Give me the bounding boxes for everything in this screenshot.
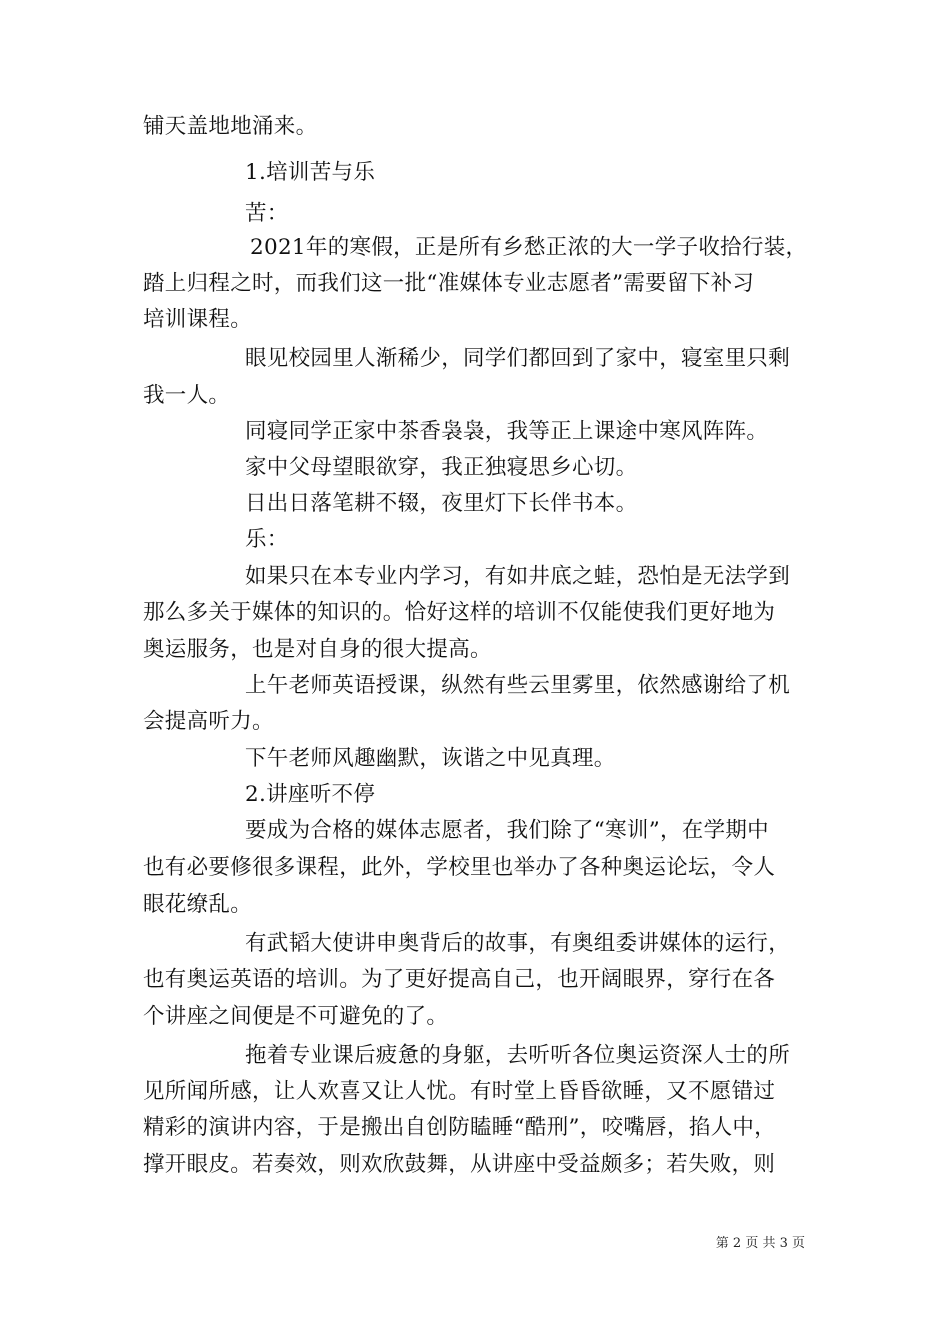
paragraph-line: 也有奥运英语的培训。为了更好提高自己，也开阔眼界，穿行在各 bbox=[143, 967, 776, 992]
paragraph-line: 乐： bbox=[245, 527, 289, 552]
paragraph-line: 那么多关于媒体的知识的。恰好这样的培训不仅能使我们更好地为 bbox=[143, 600, 776, 625]
paragraph-line: 个讲座之间便是不可避免的了。 bbox=[143, 1004, 449, 1029]
page-number-footer: 第 2 页 共 3 页 bbox=[715, 1236, 805, 1251]
paragraph-line: 撑开眼皮。若奏效，则欢欣鼓舞，从讲座中受益颇多；若失败，则 bbox=[143, 1152, 776, 1177]
paragraph-line: 眼见校园里人渐稀少，同学们都回到了家中，寝室里只剩 bbox=[245, 346, 791, 371]
paragraph-line: 上午老师英语授课，纵然有些云里雾里，依然感谢给了机 bbox=[245, 673, 791, 698]
paragraph-line: 也有必要修很多课程，此外，学校里也举办了各种奥运论坛，令人 bbox=[143, 855, 776, 880]
paragraph-line: 奥运服务，也是对自身的很大提高。 bbox=[143, 637, 492, 662]
paragraph-line: 培训课程。 bbox=[143, 307, 253, 332]
paragraph-line: 眼花缭乱。 bbox=[143, 892, 253, 917]
paragraph-line: 我一人。 bbox=[143, 383, 231, 408]
section-heading: 1.培训苦与乐 bbox=[245, 160, 376, 185]
paragraph-line: 苦： bbox=[245, 201, 289, 226]
paragraph-line: 2021年的寒假，正是所有乡愁正浓的大一学子收拾行装， bbox=[250, 235, 808, 260]
paragraph-line: 见所闻所感，让人欢喜又让人忧。有时堂上昏昏欲睡，又不愿错过 bbox=[143, 1079, 776, 1104]
paragraph-line: 踏上归程之时，而我们这一批“准媒体专业志愿者”需要留下补习 bbox=[143, 271, 755, 296]
paragraph-line: 有武韬大使讲申奥背后的故事，有奥组委讲媒体的运行， bbox=[245, 931, 791, 956]
paragraph-line: 同寝同学正家中茶香袅袅，我等正上课途中寒风阵阵。 bbox=[245, 419, 769, 444]
paragraph-line: 铺天盖地地涌来。 bbox=[143, 114, 318, 139]
paragraph-line: 家中父母望眼欲穿，我正独寝思乡心切。 bbox=[245, 455, 638, 480]
paragraph-line: 下午老师风趣幽默，诙谐之中见真理。 bbox=[245, 746, 616, 771]
section-heading: 2.讲座听不停 bbox=[245, 782, 376, 807]
paragraph-line: 精彩的演讲内容，于是搬出自创防瞌睡“酷刑”，咬嘴唇，掐人中， bbox=[143, 1115, 776, 1140]
paragraph-line: 要成为合格的媒体志愿者，我们除了“寒训”，在学期中 bbox=[245, 818, 769, 843]
paragraph-line: 会提高听力。 bbox=[143, 709, 274, 734]
paragraph-line: 如果只在本专业内学习，有如井底之蛙，恐怕是无法学到 bbox=[245, 564, 791, 589]
paragraph-line: 日出日落笔耕不辍，夜里灯下长伴书本。 bbox=[245, 491, 638, 516]
paragraph-line: 拖着专业课后疲惫的身躯，去听听各位奥运资深人士的所 bbox=[245, 1043, 791, 1068]
